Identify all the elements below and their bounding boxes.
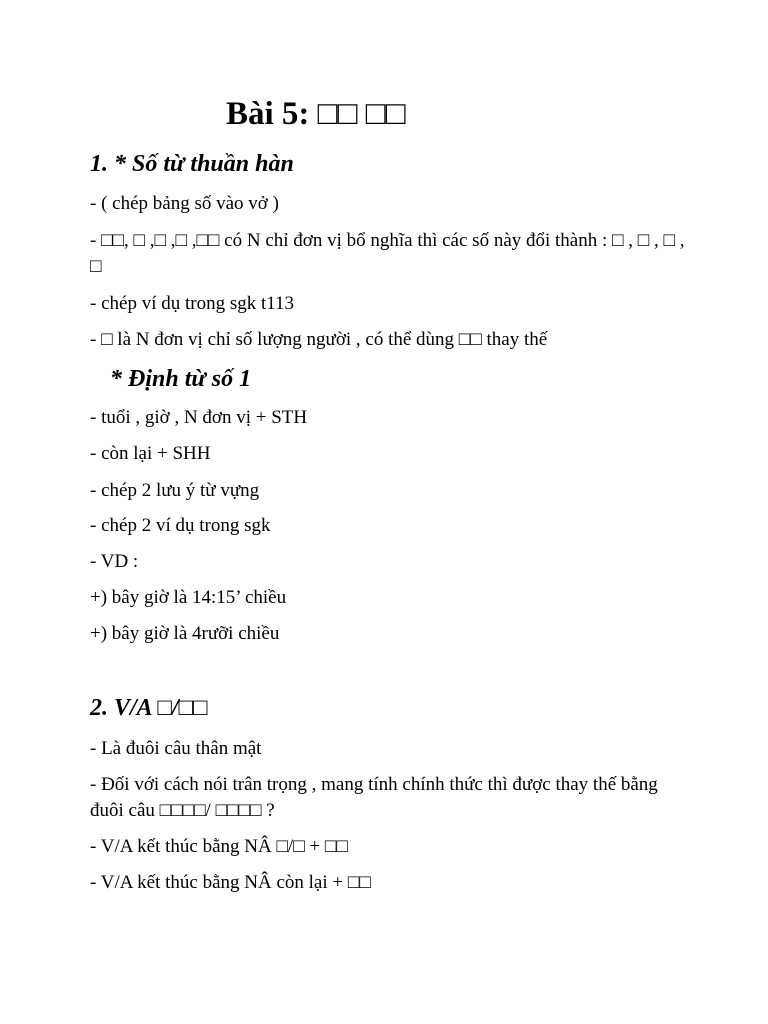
section-2-heading: 2. V/A □/□□ xyxy=(90,695,208,721)
section-1-line: - □□, □ ,□ ,□ ,□□ có N chỉ đơn vị bổ nghĩa thì các số này đổi thành : □ , □ , □ , □ xyxy=(90,230,685,277)
section-2-line: - Là đuôi câu thân mật xyxy=(90,738,262,759)
section-1-heading: 1. * Số từ thuần hàn xyxy=(90,151,294,177)
section-1-line: - ( chép bảng số vào vở ) xyxy=(90,193,279,214)
subsection-line: - chép 2 lưu ý từ vựng xyxy=(90,480,260,501)
section-1-line: - □ là N đơn vị chỉ số lượng người , có thể dùng □□ thay thế xyxy=(90,329,548,350)
subsection-line: - tuổi , giờ , N đơn vị + STH xyxy=(90,407,308,428)
subsection-line: - VD : xyxy=(90,551,139,572)
subsection-line: +) bây giờ là 4rưỡi chiều xyxy=(90,623,280,644)
subsection-line: - còn lại + SHH xyxy=(90,443,211,464)
section-2-line: - V/A kết thúc bằng NÂ còn lại + □□ xyxy=(90,872,371,893)
subsection-heading: * Định từ số 1 xyxy=(110,366,252,392)
section-2-line: - V/A kết thúc bằng NÂ □/□ + □□ xyxy=(90,836,348,857)
page-title: Bài 5: □□ □□ xyxy=(226,96,406,132)
subsection-line: +) bây giờ là 14:15’ chiều xyxy=(90,587,287,608)
subsection-line: - chép 2 ví dụ trong sgk xyxy=(90,515,271,536)
section-1-line: - chép ví dụ trong sgk t113 xyxy=(90,293,295,314)
section-2-line: - Đối với cách nói trân trọng , mang tính chính thức thì được thay thế bằng đuôi câu □□□□/ □□□□ ? xyxy=(90,774,658,821)
